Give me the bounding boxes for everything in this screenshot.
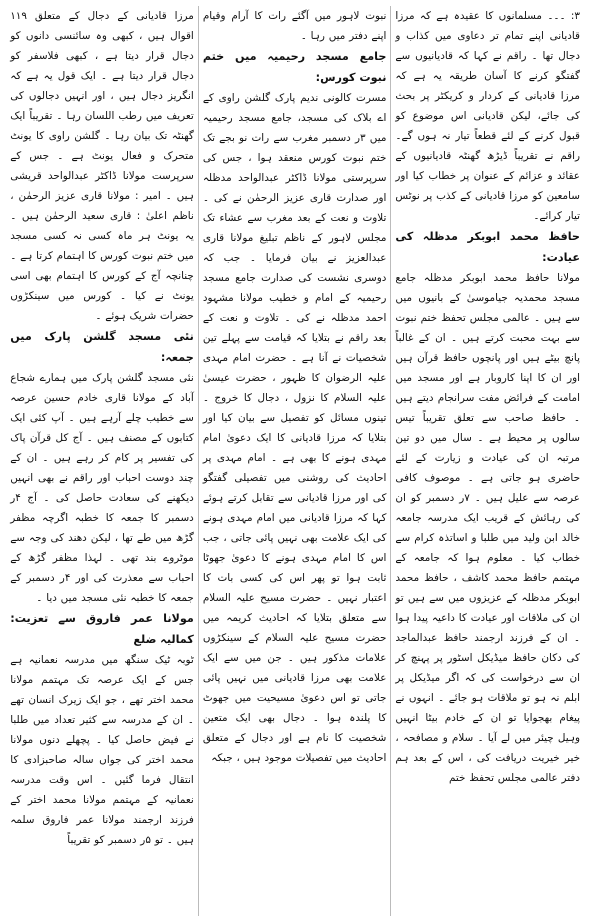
section-heading: نئی مسجد گلشن پارک میں جمعہ: xyxy=(10,330,194,364)
section-heading: مولانا عمر فاروق سے تعزیت: کمالیہ ضلع xyxy=(10,612,194,646)
paragraph: نئی مسجد گلشن پارک میں ہمارے شجاع آباد کے مولانا قاری خادم حسین عرصہ سے خطیب چلے آرہے ہیں ۔ آپ کئی ایک کتابوں کے مصنف ہیں ۔ آج کل قرآن پاک کی تفسیر پر کام کر رہے ہیں ۔ ان کے چند دوست احباب اور راقم نے بھی انہیں دیکھنے کی سعادت حاصل کی ۔ آج ۴ر دسمبر کا جمعہ کا خطبہ اگرچہ مظفر گڑھ میں طے تھا ، لیکن دھند کی وجہ سے موٹروے بند تھی ۔ لہذا مظفر گڑھ کے احباب سے معذرت کی اور ۴ر دسمبر کے جمعہ کا خطبہ نئی مسجد میں دیا ۔ xyxy=(10,372,194,604)
paragraph: مرزا قادیانی کے دجال کے متعلق ۱۱۹ اقوال ہیں ، کبھی وہ سائنسی دانوں کو دجال قرار دیتا ہے ، کبھی فلاسفر کو دجال قرار دیتا ہے ۔ ایک قول یہ ہے کہ انگریز دجال ہیں ، اور انہیں دجالوں کی تعریف میں رطب اللسان رہا ۔ تقریباً ایک گھنٹہ تک بیان رہا ۔ گلشن راوی کا یونٹ متحرک و فعال یونٹ ہے ۔ جس کے سرپرست مولانا ڈاکٹر عبدالواحد قریشی ہیں ۔ امیر : مولانا قاری عزیز الرحمٰن ، ناظم اعلیٰ : قاری سعید الرحمٰن ہیں ۔ یہ یونٹ ہر ماہ کسی نہ کسی مسجد میں ختم نبوت کورس کا اہتمام کرتا ہے ۔ چنانچہ آج کے کورس کا اہتمام بھی اسی یونٹ نے کیا ۔ کورس میں سینکڑوں حضرات شریک ہوئے ۔ xyxy=(10,10,194,322)
paragraph: ٣: ۔۔۔ مسلمانوں کا عقیدہ ہے کہ مرزا قادیانی اپنے تمام تر دعاوی میں کذاب و دجال تھا ۔ راقم نے کہا کہ قادیانیوں سے گفتگو کرنے کا آسان طریقہ یہ ہے کہ مرزا قادیانی کے کردار و کریکٹر پر بحث کی جائے، لیکن قادیانی اس موضوع کو قبول کرنے کے لئے قطعاً تیار نہ ہوں گے۔ راقم نے تقریباً ڈیڑھ گھنٹہ قادیانیوں کے عقائد و عزائم کے عنوان پر خطاب کیا اور سامعین کو مرزا قادیانی کے کذب پر نوٹس تیار کرائے۔ xyxy=(395,10,580,222)
column-middle xyxy=(199,6,392,916)
column-right xyxy=(391,6,584,916)
paragraph: نبوت لاہور میں آگئے رات کا آرام وقیام اپنے دفتر میں رہا ۔ xyxy=(202,10,387,42)
section-heading: جامع مسجد رحیمیہ میں ختم نبوت کورس: xyxy=(202,50,387,84)
section-heading: حافظ محمد ابوبکر مدظلہ کی عیادت: xyxy=(395,230,580,264)
paragraph: مسرت کالونی ندیم پارک گلشن راوی کے اے بلاک کی مسجد، جامع مسجد رحیمیہ میں ۳ر دسمبر مغرب سے رات نو بجے تک ختم نبوت کورس منعقد ہوا ، جس کی سرپرستی مولانا ڈاکٹر عبدالواحد مدظلہ اور صدارت قاری عزیز الرحمٰن نے کی ۔ تلاوت و نعت کے بعد مغرب سے عشاء تک مجلس لاہور کے ناظم تبلیغ مولانا قاری عبدالعزیز نے بیان فرمایا ۔ جب کہ دوسری نشست کی صدارت جامع مسجد رحیمیہ کے امام و خطیب مولانا مشہود احمد مدظلہ نے کی ۔ تلاوت و نعت کے بعد راقم نے بتلایا کہ قیامت سے پہلے تین شخصیات نے آنا ہے ۔ حضرت امام مہدی علیہ الرضوان کا ظہور ، حضرت عیسیٰ علیہ السلام کا نزول ، دجال کا خروج ۔ تینوں مسائل کو تفصیل سے بیان کیا اور بتلایا کہ مرزا قادیانی کا ایک دعویٰ امام مہدی ہونے کا بھی ہے ۔ امام مہدی پر احادیث کی روشنی میں تفصیلی گفتگو کی اور مرزا قادیانی سے تقابل کرتے ہوئے کہا کہ مرزا قادیانی میں امام مہدی ہونے کی ایک علامت بھی نہیں پائی جاتی ، جب اس کا امام مہدی ہونے کا دعویٰ جھوٹا ثابت ہوا تو پھر اس کی کسی بات کا اعتبار نہیں ۔ حضرت مسیح علیہ السلام سے متعلق بتلایا کہ احادیث کریمہ میں حضرت مسیح علیہ السلام کے سینکڑوں علامات مذکور ہیں ۔ جن میں سے ایک علامت بھی مرزا قادیانی میں نہیں پائی جاتی تو اس دعویٰ مسیحیت میں جھوٹ کا پلندہ ہوا ۔ دجال بھی ایک متعین شخصیت کا نام ہے اور دجال کے متعلق احادیث میں تفصیلات موجود ہیں ، جبکہ xyxy=(202,92,387,764)
paragraph: مولانا حافظ محمد ابوبکر مدظلہ جامع مسجد محمدیہ جیاموسیٰ کے بانیوں میں سے ہیں ۔ عالمی مجلس تحفظ ختم نبوت سے بہت محبت کرتے ہیں ۔ ان کے غالباً پانچ بیٹے ہیں اور پانچوں حافظ قرآن ہیں اور ان کا اپنا کاروبار ہے اور مسجد میں امامت کے فرائض مفت سرانجام دیتے ہیں ۔ حافظ صاحب سے تعلق تقریباً تیس سالوں پر محیط ہے ۔ سال میں دو تین مرتبہ ان کی عیادت و زیارت کے لئے حاضری ہو جاتی ہے ۔ موصوف کافی عرصہ سے علیل ہیں ۔ ۷ر دسمبر کو ان کی رہائش کے قریب ایک مدرسہ جامعہ خالد ابن ولید میں طلبا و اساتذہ کرام سے خطاب کیا ۔ معلوم ہوا کہ جامعہ کے مہتمم حافظ محمد کاشف ، حافظ محمد ابوبکر مدظلہ کے عزیزوں میں سے ہیں تو ان کی ملاقات اور عیادت کا داعیہ پیدا ہوا ۔ ان کے فرزند ارجمند حافظ عبدالماجد کی دکان حافظ میڈیکل اسٹور پر پہنچ کر ان سے درخواست کی کہ اگر میڈیکل پر ابلم نہ ہو تو ملاقات ہو جائے ۔ انہوں نے پیغام بھجوایا تو ان کے خادم بیٹا انہیں وہیل چیئر میں لے آیا ۔ سلام و مصافحہ ، خیر خیریت دریافت کی ، اس کے بعد ہم دفتر عالمی مجلس تحفظ ختم xyxy=(395,272,580,784)
paragraph: ٹوبہ ٹیک سنگھ میں مدرسہ نعمانیہ ہے جس کے ایک عرصہ تک مہتمم مولانا محمد اختر تھے ، جو ایک زیرک انسان تھے ۔ ان کے مدرسہ سے کثیر تعداد میں طلبا نے فیض حاصل کیا ۔ پچھلے دنوں مولانا محمد اختر کی جواں سالہ صاحبزادی کا انتقال فرما گئیں ۔ اس وقت مدرسہ نعمانیہ کے مہتمم مولانا محمد اختر کے فرزند ارجمند مولانا عمر فاروق سلمہ ہیں ۔ تو ۵ر دسمبر کو تقریباً xyxy=(10,654,194,846)
column-left xyxy=(6,6,199,916)
